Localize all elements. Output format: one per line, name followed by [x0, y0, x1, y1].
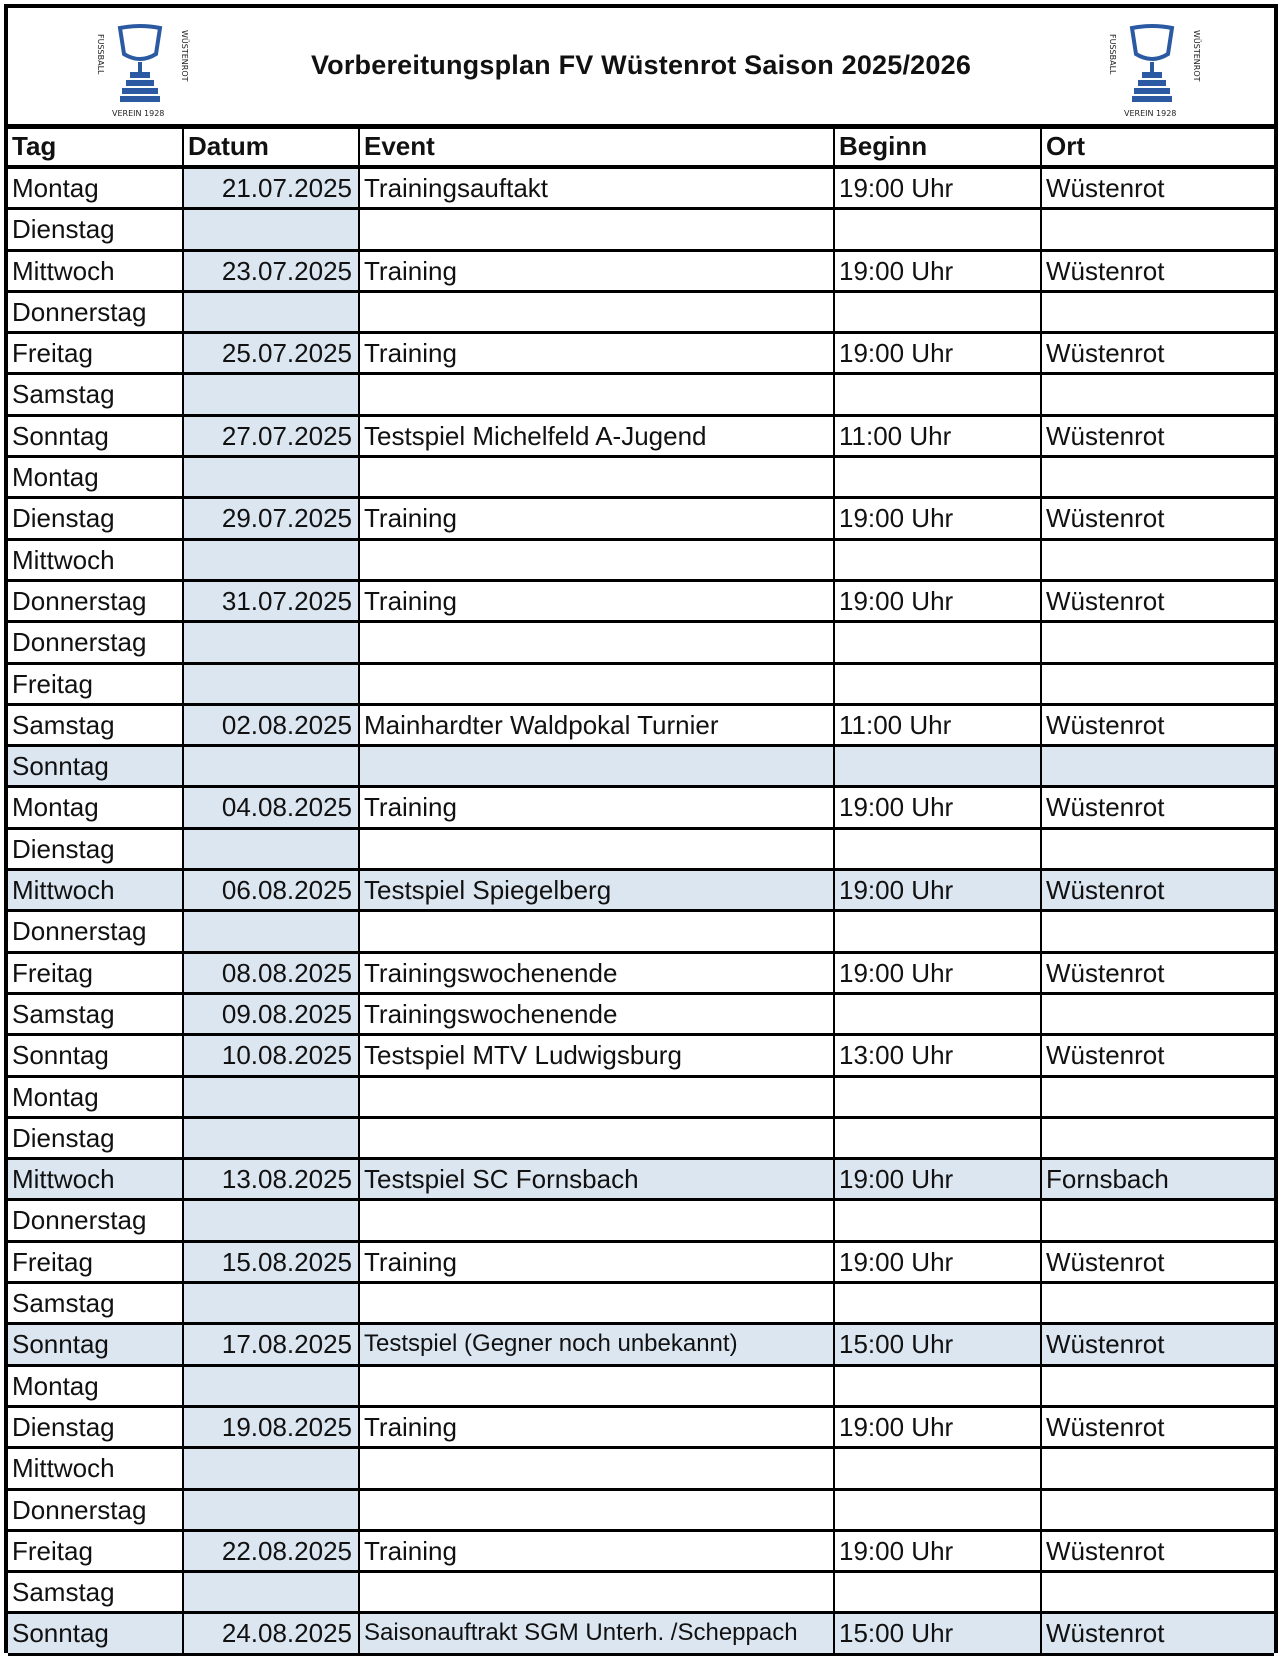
cell-ort: Wüstenrot [1046, 173, 1165, 203]
cell-beginn: 19:00 Uhr [835, 954, 1042, 992]
cell-ort [1042, 830, 1274, 868]
table-row [8, 210, 1274, 251]
table-row [8, 541, 1274, 582]
cell-datum: 10.08.2025 [184, 1036, 360, 1074]
cell-ort [1042, 1201, 1274, 1239]
cell-datum [184, 830, 360, 868]
cell-ort [1042, 1367, 1274, 1405]
table-row [8, 912, 1274, 953]
cell-datum: 23.07.2025 [184, 252, 360, 290]
cell-datum: 02.08.2025 [184, 706, 360, 744]
cell-beginn [835, 830, 1042, 868]
cell-event [360, 623, 835, 661]
cell-event [360, 541, 835, 579]
cell-tag: Sonntag [8, 1614, 184, 1652]
table-row [8, 1367, 1274, 1408]
table-row [8, 1573, 1274, 1614]
table-row [8, 1449, 1274, 1490]
cell-ort: Wüstenrot [1046, 709, 1165, 740]
cell-beginn: 19:00 Uhr [835, 252, 1042, 290]
cell-ort: Wüstenrot [1042, 871, 1274, 909]
table-row [8, 706, 1274, 747]
table-row [8, 623, 1274, 664]
cell-datum [184, 1078, 360, 1116]
cell-event [360, 458, 835, 496]
club-logo-right [1102, 20, 1202, 120]
table-row [8, 1078, 1274, 1119]
table-row [8, 293, 1274, 334]
cell-event [360, 830, 835, 868]
cell-tag: Donnerstag [8, 1201, 184, 1239]
table-row [8, 1614, 1274, 1655]
cell-beginn: 19:00 Uhr [835, 582, 1042, 620]
cell-beginn: 19:00 Uhr [835, 499, 1042, 537]
svg-text:WÜSTENROT: WÜSTENROT [180, 30, 189, 82]
sheet-header [8, 8, 1274, 129]
cell-beginn [835, 1201, 1042, 1239]
cell-datum [184, 747, 360, 785]
cell-event [360, 1573, 835, 1611]
cell-beginn [835, 1573, 1042, 1611]
cell-event [360, 747, 835, 785]
cell-ort: Wüstenrot [1046, 1411, 1165, 1442]
cell-event: Trainingswochenende [360, 954, 835, 992]
cell-tag: Donnerstag [8, 293, 184, 331]
cell-event: Training [360, 499, 835, 537]
trophy-cup-icon [1102, 20, 1202, 120]
cell-datum: 22.08.2025 [184, 1532, 360, 1570]
cell-beginn: 19:00 Uhr [835, 1532, 1042, 1570]
cell-beginn: 19:00 Uhr [835, 334, 1042, 372]
cell-event [360, 912, 835, 950]
cell-beginn [835, 1449, 1042, 1487]
cell-tag: Mittwoch [8, 1160, 184, 1198]
table-row [8, 871, 1274, 912]
cell-beginn: 19:00 Uhr [835, 1243, 1042, 1281]
cell-ort: Wüstenrot [1046, 338, 1165, 369]
cell-event: Testspiel Michelfeld A-Jugend [360, 417, 835, 455]
cell-datum: 17.08.2025 [184, 1325, 360, 1363]
cell-event: Training [360, 1532, 835, 1570]
cell-tag: Sonntag [8, 1036, 184, 1074]
cell-tag: Freitag [8, 1243, 184, 1281]
cell-event: Trainingswochenende [360, 995, 835, 1033]
cell-beginn [835, 665, 1042, 703]
cell-datum: 29.07.2025 [184, 499, 360, 537]
cell-tag: Montag [8, 458, 184, 496]
cell-event: Training [360, 334, 835, 372]
table-row [8, 334, 1274, 375]
cell-beginn [835, 375, 1042, 413]
cell-tag: Montag [8, 788, 184, 826]
cell-datum: 21.07.2025 [184, 169, 360, 207]
cell-event: Training [360, 252, 835, 290]
cell-datum [184, 1284, 360, 1322]
column-header-datum: Datum [184, 129, 360, 165]
cell-datum: 19.08.2025 [184, 1408, 360, 1446]
cell-datum: 06.08.2025 [184, 871, 360, 909]
cell-ort: Wüstenrot [1046, 420, 1165, 451]
cell-tag: Donnerstag [8, 1491, 184, 1529]
cell-tag: Samstag [8, 1284, 184, 1322]
cell-ort: Wüstenrot [1046, 957, 1165, 988]
table-row [8, 1036, 1274, 1077]
cell-tag: Dienstag [8, 1119, 184, 1157]
cell-beginn: 11:00 Uhr [835, 706, 1042, 744]
cell-ort: Wüstenrot [1046, 585, 1165, 616]
cell-tag: Montag [8, 1367, 184, 1405]
cell-event [360, 1491, 835, 1529]
cell-ort: Wüstenrot [1046, 1040, 1165, 1071]
cell-ort: Wüstenrot [1046, 1246, 1165, 1277]
cell-ort [1042, 623, 1274, 661]
cell-datum [184, 1491, 360, 1529]
cell-tag: Donnerstag [8, 623, 184, 661]
cell-datum [184, 912, 360, 950]
cell-tag: Mittwoch [8, 541, 184, 579]
cell-event [360, 293, 835, 331]
cell-event: Testspiel (Gegner noch unbekannt) [360, 1325, 835, 1363]
cell-datum [184, 210, 360, 248]
cell-event: Training [360, 582, 835, 620]
cell-ort [1042, 665, 1274, 703]
cell-tag: Sonntag [8, 747, 184, 785]
cell-datum [184, 458, 360, 496]
column-header-event: Event [360, 129, 835, 165]
cell-beginn [835, 1367, 1042, 1405]
cell-tag: Samstag [8, 706, 184, 744]
cell-datum: 13.08.2025 [184, 1160, 360, 1198]
table-row [8, 458, 1274, 499]
cell-beginn: 13:00 Uhr [835, 1036, 1042, 1074]
cell-tag: Dienstag [8, 830, 184, 868]
svg-text:FUSSBALL: FUSSBALL [1108, 34, 1117, 75]
cell-datum [184, 1367, 360, 1405]
cell-tag: Mittwoch [8, 252, 184, 290]
cell-tag: Freitag [8, 334, 184, 372]
cell-datum: 09.08.2025 [184, 995, 360, 1033]
table-header-row [8, 129, 1274, 169]
column-header-beginn: Beginn [835, 129, 1042, 165]
cell-beginn: 19:00 Uhr [835, 1408, 1042, 1446]
cell-datum: 08.08.2025 [184, 954, 360, 992]
cell-beginn [835, 293, 1042, 331]
cell-ort: Fornsbach [1042, 1160, 1274, 1198]
table-row [8, 747, 1274, 788]
table-row [8, 169, 1274, 210]
table-row [8, 1408, 1274, 1449]
cell-ort [1042, 458, 1274, 496]
cell-tag: Donnerstag [8, 582, 184, 620]
cell-datum [184, 1449, 360, 1487]
page-title: Vorbereitungsplan FV Wüstenrot Saison 2025/2026 [310, 50, 972, 80]
cell-beginn: 19:00 Uhr [835, 871, 1042, 909]
cell-beginn [835, 995, 1042, 1033]
cell-beginn: 15:00 Uhr [835, 1325, 1042, 1363]
cell-event: Testspiel Spiegelberg [360, 871, 835, 909]
table-row [8, 1284, 1274, 1325]
cell-tag: Freitag [8, 665, 184, 703]
cell-event [360, 1367, 835, 1405]
cell-beginn: 19:00 Uhr [835, 169, 1042, 207]
table-row [8, 1119, 1274, 1160]
cell-tag: Dienstag [8, 210, 184, 248]
cell-beginn [835, 1078, 1042, 1116]
table-row [8, 375, 1274, 416]
cell-beginn [835, 623, 1042, 661]
cell-datum: 25.07.2025 [184, 334, 360, 372]
cell-event: Testspiel MTV Ludwigsburg [360, 1036, 835, 1074]
cell-tag: Samstag [8, 995, 184, 1033]
cell-beginn [835, 1284, 1042, 1322]
cell-beginn [835, 210, 1042, 248]
cell-beginn [835, 912, 1042, 950]
schedule-sheet [4, 4, 1278, 1653]
cell-ort: Wüstenrot [1046, 1535, 1165, 1566]
cell-event [360, 375, 835, 413]
cell-datum [184, 293, 360, 331]
cell-tag: Dienstag [8, 499, 184, 537]
column-header-ort: Ort [1046, 131, 1085, 161]
table-row [8, 1491, 1274, 1532]
cell-event [360, 665, 835, 703]
cell-datum: 15.08.2025 [184, 1243, 360, 1281]
cell-datum: 27.07.2025 [184, 417, 360, 455]
cell-ort [1042, 1491, 1274, 1529]
column-header-tag: Tag [8, 129, 184, 165]
cell-beginn: 15:00 Uhr [835, 1614, 1042, 1652]
cell-event [360, 1119, 835, 1157]
cell-event: Training [360, 1408, 835, 1446]
cell-ort [1042, 541, 1274, 579]
table-row [8, 995, 1274, 1036]
cell-ort [1042, 1449, 1274, 1487]
cell-datum [184, 1573, 360, 1611]
cell-beginn: 11:00 Uhr [835, 417, 1042, 455]
cell-ort: Wüstenrot [1046, 503, 1165, 534]
cell-beginn [835, 1119, 1042, 1157]
cell-tag: Mittwoch [8, 1449, 184, 1487]
cell-beginn [835, 747, 1042, 785]
svg-text:WÜSTENROT: WÜSTENROT [1192, 30, 1201, 82]
cell-tag: Samstag [8, 1573, 184, 1611]
cell-tag: Samstag [8, 375, 184, 413]
cell-ort: Wüstenrot [1046, 792, 1165, 823]
cell-tag: Freitag [8, 954, 184, 992]
cell-datum: 31.07.2025 [184, 582, 360, 620]
table-row [8, 252, 1274, 293]
table-row [8, 499, 1274, 540]
cell-ort: Wüstenrot [1042, 1614, 1274, 1652]
cell-ort: Wüstenrot [1042, 1325, 1274, 1363]
cell-beginn [835, 458, 1042, 496]
table-row [8, 1201, 1274, 1242]
svg-text:FUSSBALL: FUSSBALL [96, 34, 105, 75]
cell-tag: Dienstag [8, 1408, 184, 1446]
svg-text:VEREIN 1928: VEREIN 1928 [112, 109, 165, 118]
table-row [8, 1325, 1274, 1366]
cell-tag: Sonntag [8, 417, 184, 455]
cell-beginn [835, 541, 1042, 579]
cell-tag: Montag [8, 169, 184, 207]
cell-event [360, 1201, 835, 1239]
cell-beginn [835, 1491, 1042, 1529]
cell-event [360, 1284, 835, 1322]
cell-ort [1042, 1573, 1274, 1611]
cell-ort [1042, 1078, 1274, 1116]
cell-tag: Sonntag [8, 1325, 184, 1363]
table-row [8, 954, 1274, 995]
table-row [8, 665, 1274, 706]
cell-beginn: 19:00 Uhr [835, 1160, 1042, 1198]
cell-datum [184, 541, 360, 579]
cell-event: Saisonauftrakt SGM Unterh. /Scheppach [360, 1614, 835, 1652]
cell-event [360, 1078, 835, 1116]
schedule-table [8, 129, 1274, 1656]
cell-event [360, 1449, 835, 1487]
cell-beginn: 19:00 Uhr [835, 788, 1042, 826]
cell-ort [1042, 293, 1274, 331]
cell-datum: 24.08.2025 [184, 1614, 360, 1652]
cell-ort [1042, 912, 1274, 950]
svg-text:VEREIN 1928: VEREIN 1928 [1124, 109, 1177, 118]
table-row [8, 788, 1274, 829]
table-row [8, 417, 1274, 458]
cell-datum [184, 1119, 360, 1157]
cell-ort [1042, 375, 1274, 413]
cell-ort [1042, 1284, 1274, 1322]
cell-event: Training [360, 1243, 835, 1281]
cell-event: Testspiel SC Fornsbach [360, 1160, 835, 1198]
cell-datum: 04.08.2025 [184, 788, 360, 826]
cell-event [360, 210, 835, 248]
table-row [8, 1243, 1274, 1284]
cell-event: Mainhardter Waldpokal Turnier [360, 706, 835, 744]
table-row [8, 582, 1274, 623]
cell-ort: Wüstenrot [1046, 255, 1165, 286]
cell-tag: Freitag [8, 1532, 184, 1570]
cell-datum [184, 375, 360, 413]
cell-datum [184, 665, 360, 703]
cell-ort [1042, 747, 1274, 785]
cell-tag: Montag [8, 1078, 184, 1116]
cell-datum [184, 1201, 360, 1239]
cell-ort [1042, 995, 1274, 1033]
cell-ort [1042, 1119, 1274, 1157]
cell-ort [1042, 210, 1274, 248]
table-row [8, 830, 1274, 871]
cell-tag: Donnerstag [8, 912, 184, 950]
cell-datum [184, 623, 360, 661]
cell-tag: Mittwoch [8, 871, 184, 909]
table-row [8, 1532, 1274, 1573]
cell-event: Trainingsauftakt [360, 169, 835, 207]
cell-event: Training [360, 788, 835, 826]
table-row [8, 1160, 1274, 1201]
